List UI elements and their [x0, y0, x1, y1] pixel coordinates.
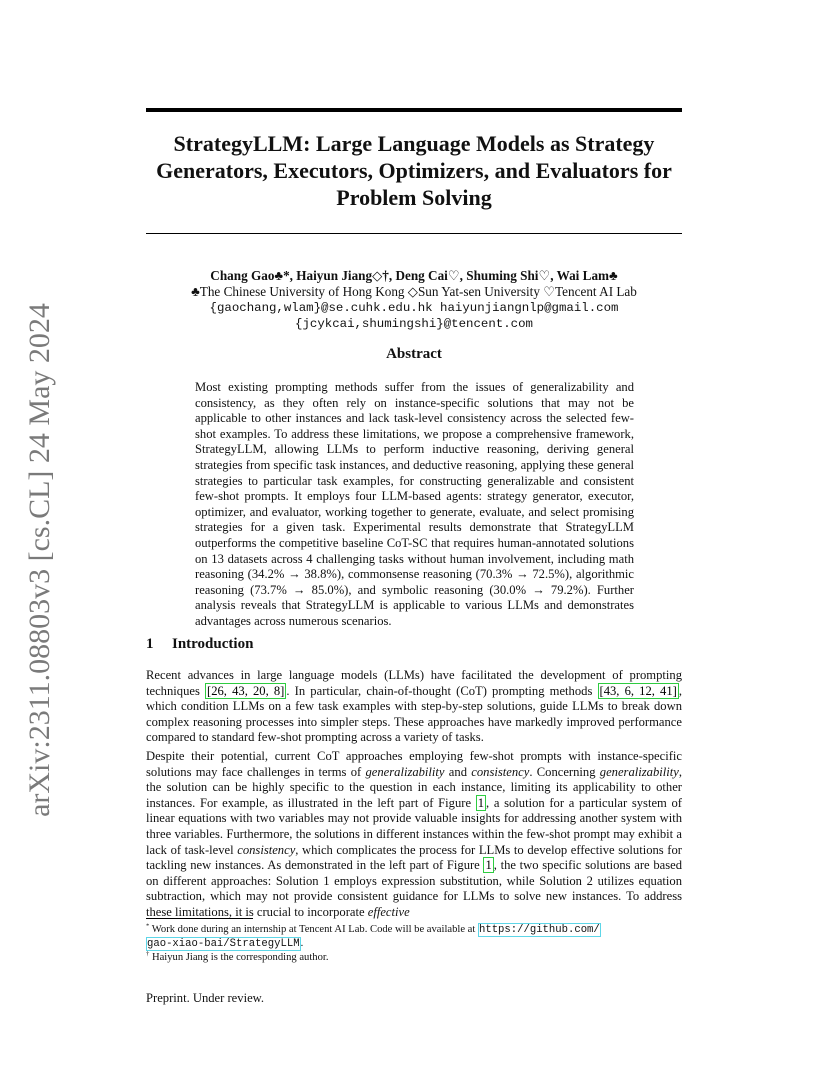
section-heading [146, 636, 253, 653]
author-names: Chang Gao♣*, Haiyun Jiang◇†, Deng Cai♡, Shuming Shi♡, Wai Lam♣ [210, 268, 618, 283]
intro-paragraph-2 [146, 749, 682, 921]
footnote-mark: † [146, 950, 150, 958]
text-run: , a solution for a particular system of linear equations with two variables may not provide valuable insights for addressing another system with three variables. Furthermore, the solutions in different instances within the few-shot prompt may exhibit a lack of task-level [146, 795, 683, 857]
author-emails-line2: {jcykcai,shumingshi}@tencent.com [295, 317, 533, 331]
text-run: , the two specific solutions are based on different approaches: Solution 1 employs expression substitution, while Solution 2 utilizes equation subtraction, which may not provide consistent guidance for LLMs to solve new instances. To address these limitations, it is crucial to incorporate [146, 858, 682, 919]
citation-link[interactable]: [26, 43, 20, 8] [207, 683, 285, 698]
text-run: and [444, 764, 472, 779]
author-block [146, 268, 682, 332]
title-bottom-rule [146, 233, 682, 234]
title-top-rule [146, 108, 682, 112]
intro-paragraph-1 [146, 668, 682, 746]
footnote-rule [146, 918, 253, 919]
emphasis: effective [367, 904, 410, 919]
text-run: Recent advances in large language models (LLMs) have facilitated the development of prompting techniques [146, 668, 682, 698]
arxiv-stamp-text: arXiv:2311.08803v3 [cs.CL] 24 May 2024 [23, 303, 56, 817]
footnote-text: Haiyun Jiang is the corresponding author. [151, 952, 329, 963]
code-url-link[interactable]: https://github.com/ [478, 924, 600, 936]
emphasis: generalizability [365, 764, 445, 779]
abstract-body: Most existing prompting methods suffer from the issues of generalizability and consistency, as they often rely on instance-specific solutions that may not be applicable to other instances and lack task-level consistency across the selected few-shot examples. To address these limitations, we propose a comprehensive framework, StrategyLLM, allowing LLMs to perform inductive reasoning, deriving general strategies from specific task instances, and deductive reasoning, applying these general strategies to particular task examples, for constructing generalizable and consistent few-shot prompts. It employs four LLM-based agents: strategy generator, executor, optimizer, and evaluator, working together to generate, evaluate, and select promising strategies for a given task. Experimental results demonstrate that StrategyLLM outperforms the competitive baseline CoT-SC that requires human-annotated solutions on 13 datasets across 4 challenging tasks without human involvement, including math reasoning (34.2% → 38.8%), commonsense reasoning (70.3% → 72.5%), algorithmic reasoning (73.7% → 85.0%), and symbolic reasoning (30.0% → 79.2%). Further analysis reveals that StrategyLLM is applicable to various LLMs and demonstrates advantages across numerous scenarios. [195, 380, 634, 628]
footnote-text: . [300, 938, 304, 949]
author-emails-line1: {gaochang,wlam}@se.cuhk.edu.hk haiyunjiangnlp@gmail.com [209, 301, 619, 315]
text-run: , which complicates the process for LLMs to develop effective solutions for tackling new instances. As demonstrated in the left part of Figure [146, 842, 682, 873]
emphasis: generalizability [599, 764, 679, 779]
text-run: Despite their potential, current CoT approaches employing few-shot prompts with instance-specific solutions may face challenges in terms of [146, 749, 682, 779]
text-run: , which condition LLMs on a few task examples with step-by-step solutions, guide LLMs to break down complex reasoning processes into simpler steps. These approaches have markedly improved performance compared to standard few-shot prompting across a variety of tasks. [146, 683, 683, 745]
emphasis: consistency [471, 764, 530, 779]
text-run: . In particular, chain-of-thought (CoT) prompting methods [286, 683, 598, 698]
author-affiliations: ♣The Chinese University of Hong Kong ◇Sun Yat-sen University ♡Tencent AI Lab [191, 284, 637, 299]
abstract-heading: Abstract [386, 346, 442, 362]
footnote-1 [146, 923, 682, 951]
section-number: 1 [146, 636, 154, 652]
code-url-link-cont[interactable]: gao-xiao-bai/StrategyLLM [147, 938, 300, 950]
citation-link[interactable]: [43, 6, 12, 41] [599, 683, 677, 698]
footnote-2 [146, 951, 682, 964]
emphasis: consistency [237, 842, 296, 857]
footnote-mark: * [146, 922, 150, 930]
figure-link[interactable]: 1 [477, 795, 485, 810]
paper-title: StrategyLLM: Large Language Models as Strategy Generators, Executors, Optimizers, and Evaluators for Problem Solving [156, 131, 672, 210]
footnote-text: Work done during an internship at Tencent AI Lab. Code will be available at [151, 924, 478, 935]
text-run: , the solution can be highly specific to the question in each instance, limiting its applicability to other instances. For example, as illustrated in the left part of Figure [146, 764, 682, 810]
section-title: Introduction [172, 636, 254, 652]
figure-link[interactable]: 1 [485, 858, 492, 873]
preprint-note: Preprint. Under review. [146, 991, 265, 1005]
text-run: . Concerning [529, 764, 600, 779]
